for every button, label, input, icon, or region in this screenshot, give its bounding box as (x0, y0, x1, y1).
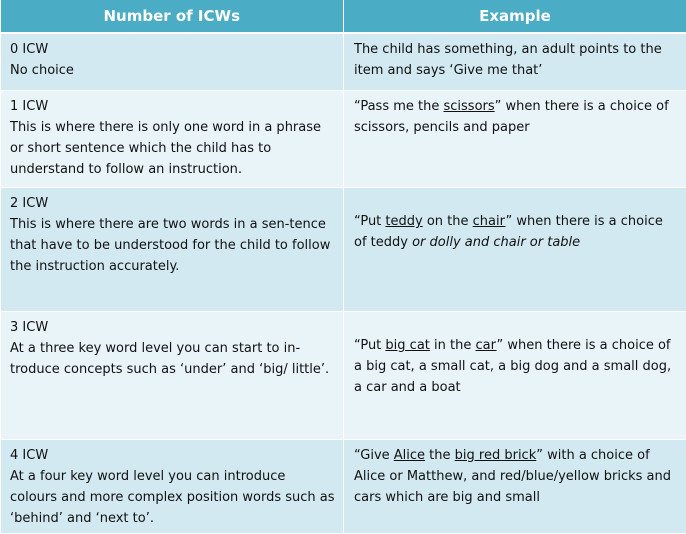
level-label: 4 ICW (10, 445, 335, 466)
example-cell (344, 188, 686, 312)
key-word: scissors (444, 99, 495, 114)
table-row (1, 33, 686, 91)
key-word: Alice (394, 448, 425, 463)
example-text: “Put (354, 214, 385, 229)
table-row (1, 91, 686, 188)
example-cell (344, 33, 686, 91)
example-text: The child has something, an adult points to the item and says ‘Give me that’ (354, 42, 662, 78)
example-text: “Give (354, 448, 394, 463)
table-row (1, 188, 686, 312)
example-text: ” when there is a choice of a big cat, a small cat, a big dog and a small dog, a car and a boat (354, 338, 671, 395)
level-description: No choice (10, 60, 335, 81)
level-description: This is where there is only one word in a phrase or short sentence which the child has to understand to follow an instruction. (10, 117, 335, 180)
example-text: ” with a choice of Alice or Matthew, and red/blue/yellow bricks and cars which are big and small (354, 448, 671, 505)
example-text: “Put (354, 338, 385, 353)
level-cell (1, 312, 344, 440)
example-text: “Pass me the (354, 99, 444, 114)
example-text: on the (423, 214, 473, 229)
header-row (1, 0, 686, 33)
example-text: ” when there is a choice of scissors, pencils and paper (354, 99, 669, 135)
level-label: 1 ICW (10, 96, 335, 117)
key-word: big cat (385, 338, 429, 353)
level-label: 2 ICW (10, 193, 335, 214)
key-word: big red brick (455, 448, 537, 463)
level-cell (1, 33, 344, 91)
example-cell (344, 440, 686, 534)
example-text: the (425, 448, 455, 463)
level-description: This is where there are two words in a sen-tence that have to be understood for the child to follow the instruction accurately. (10, 214, 335, 277)
example-italic-text: or dolly and chair or table (412, 235, 580, 250)
header-number-of-icws: Number of ICWs (1, 0, 344, 33)
level-label: 3 ICW (10, 317, 335, 338)
key-word: teddy (385, 214, 422, 229)
example-text: in the (430, 338, 476, 353)
example-cell (344, 312, 686, 440)
example-text: ” when there is a choice of teddy (354, 214, 663, 250)
level-cell (1, 440, 344, 534)
example-cell (344, 91, 686, 188)
key-word: car (475, 338, 496, 353)
table-row (1, 312, 686, 440)
level-description: At a three key word level you can start to in-troduce concepts such as ‘under’ and ‘big/ little’. (10, 338, 335, 380)
level-description: At a four key word level you can introduce colours and more complex position words such as ‘behind’ and ‘next to’. (10, 466, 335, 529)
level-label: 0 ICW (10, 39, 335, 60)
level-cell (1, 91, 344, 188)
table-row (1, 440, 686, 534)
key-word: chair (473, 214, 506, 229)
header-example: Example (344, 0, 686, 33)
level-cell (1, 188, 344, 312)
